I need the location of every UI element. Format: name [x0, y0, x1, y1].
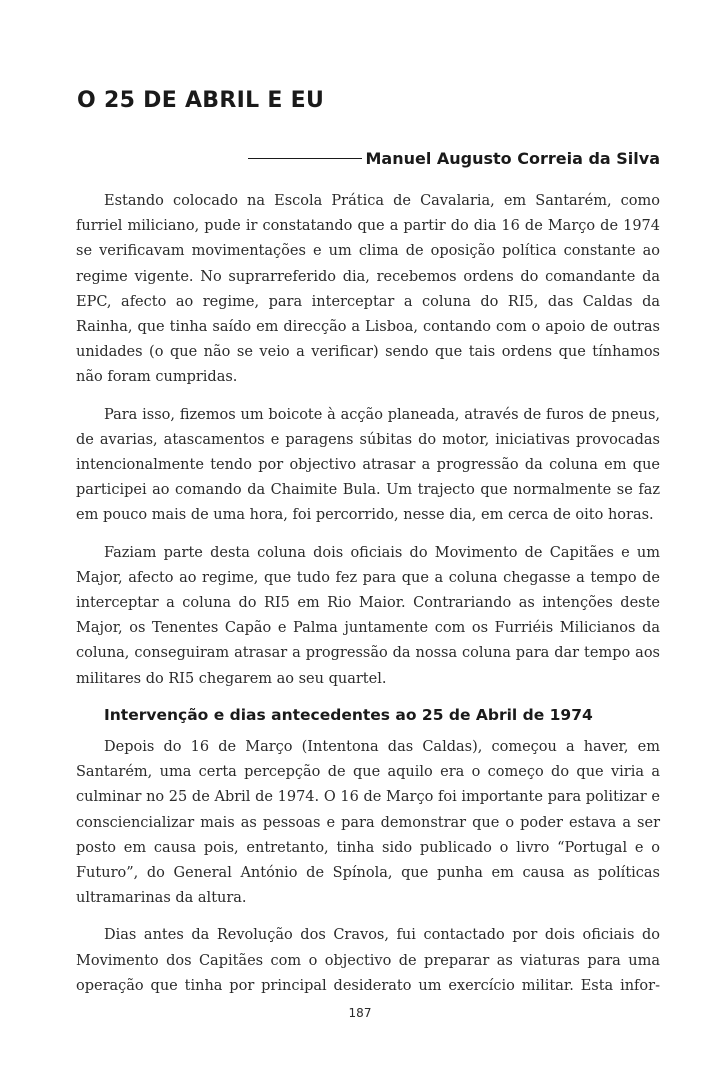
chapter-author: Manuel Augusto Correia da Silva — [365, 149, 660, 168]
page-number: 187 — [348, 1006, 372, 1020]
section-paragraph-2: Dias antes da Revolução dos Cravos, fui contactado por dois oficiais do Movimento dos Capitães com o objectivo de preparar as viaturas para uma operação que tinha por principal desiderato um exercício militar. Esta infor- — [76, 927, 660, 994]
section-paragraph-1: Depois do 16 de Março (Intentona das Caldas), começou a haver, em Santarém, uma certa percepção de que aquilo era o começo do que viria a culminar no 25 de Abril de 1974. O 16 de Março foi importante para politizar e consciencializar mais as pessoas e para demonstrar que o poder estava a ser posto em causa pois, entretanto, tinha sido publicado o livro “Portugal e o Futuro”, do General António de Spínola, que punha em causa as políticas ultramarinas da altura. — [76, 739, 660, 907]
body-paragraph-3: Faziam parte desta coluna dois oficiais do Movimento de Capitães e um Major, afecto ao regime, que tudo fez para que a coluna chegasse a tempo de interceptar a coluna do RI5 em Rio Maior. Contrariando as intenções deste Major, os Tenentes Capão e Palma juntamente com os Furriéis Milicianos da coluna, conseguiram atrasar a progressão da nossa coluna para dar tempo aos militares do RI5 chegarem ao seu quartel. — [76, 544, 660, 687]
intro-text-block — [76, 189, 660, 692]
body-paragraph-1: Estando colocado na Escola Prática de Cavalaria, em Santarém, como furriel miliciano, pude ir constatando que a partir do dia 16 de Março de 1974 se verificavam movimentações e um clima de oposição política constante ao regime vigente. No suprarreferido dia, recebemos ordens do comandante da EPC, afecto ao regime, para interceptar a coluna do RI5, das Caldas da Rainha, que tinha saído em direcção a Lisboa, contando com o apoio de outras unidades (o que não se veio a verificar) sendo que tais ordens que tínhamos não foram cumpridas. — [76, 193, 660, 386]
author-rule — [248, 158, 362, 159]
chapter-title: O 25 DE ABRIL E EU — [77, 88, 325, 113]
body-paragraph-2: Para isso, fizemos um boicote à acção planeada, através de furos de pneus, de avarias, atascamentos e paragens súbitas do motor, iniciativas provocadas intencionalmente tendo por objectivo atrasar a progressão da coluna em que participei ao comando da Chaimite Bula. Um trajecto que normalmente se faz em pouco mais de uma hora, foi percorrido, nesse dia, em cerca de oito horas. — [76, 406, 660, 524]
author-line — [248, 149, 660, 168]
section-heading: Intervenção e dias antecedentes ao 25 de Abril de 1974 — [104, 706, 593, 724]
section-text-block — [76, 735, 660, 999]
